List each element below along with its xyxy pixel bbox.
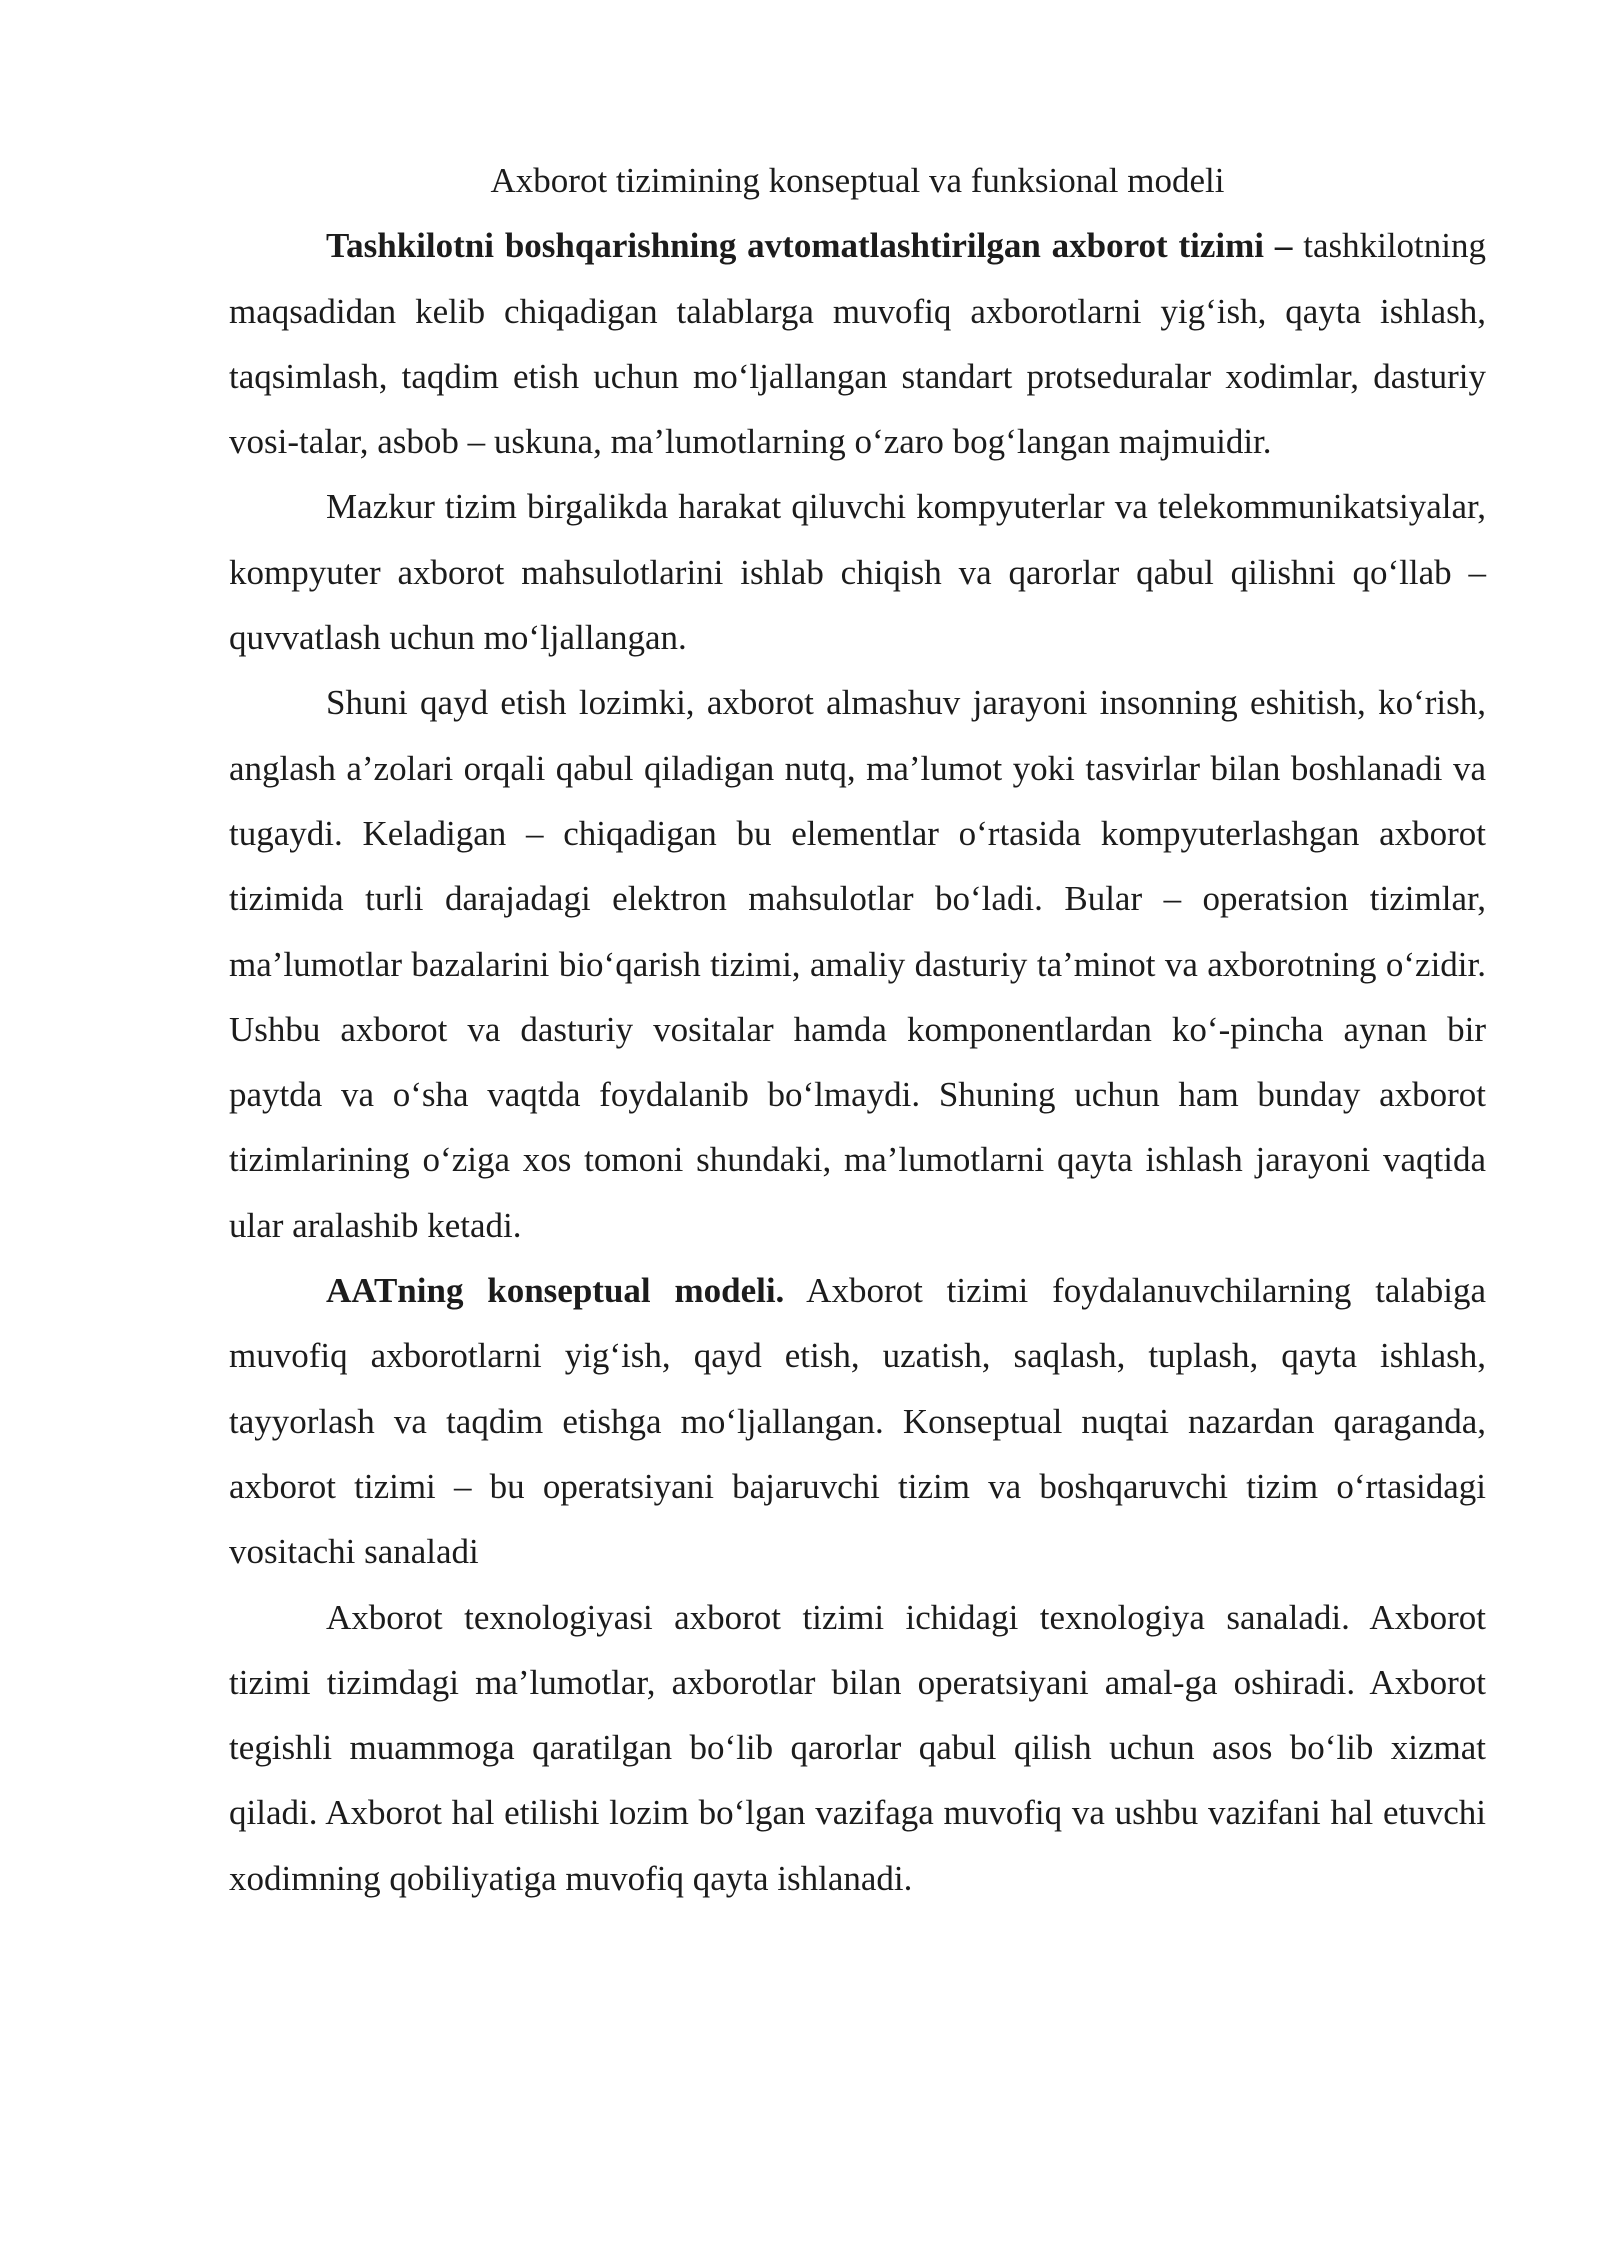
paragraph-text: Shuni qayd etish lozimki, axborot almashuv jarayoni insonning eshitish, ko‘rish, anglash a’zolari orqali qabul qiladigan nutq, ma’lumot yoki tasvirlar bilan boshlanadi va tugaydi. Keladigan – chiqadigan bu elementlar o‘rtasida kompyuterlashgan axborot tizimida turli darajadagi elektron mahsulotlar bo‘ladi. Bular – operatsion tizimlar, ma’lumotlar bazalarini bio‘qarish tizimi, amaliy dasturiy ta’minot va axborotning o‘zidir. Ushbu axborot va dasturiy vositalar hamda komponentlardan ko‘-pincha aynan bir paytda va o‘sha vaqtda foydalanib bo‘lmaydi. Shuning uchun ham bunday axborot tizimlarining o‘ziga xos tomoni shundaki, ma’lumotlarni qayta ishlash jarayoni vaqtida ular aralashib ketadi. <box>229 683 1486 1245</box>
paragraph-system <box>229 474 1486 670</box>
paragraph-text: Axborot tizimi foydalanuvchilarning talabiga muvofiq axborotlarni yig‘ish, qayd etish, uzatish, saqlash, tuplash, qayta ishlash, tayyorlash va taqdim etishga mo‘ljallangan. Konseptual nuqtai nazardan qaraganda, axborot tizimi – bu operatsiyani bajaruvchi tizim va boshqaruvchi tizim o‘rtasidagi vositachi sanaladi <box>229 1271 1486 1572</box>
document-body <box>229 148 1486 1911</box>
paragraph-information-technology <box>229 1585 1486 1911</box>
paragraph-exchange-process <box>229 670 1486 1258</box>
paragraph-lead: Tashkilotni boshqarishning avtomatlashtirilgan axborot tizimi – <box>326 226 1293 266</box>
paragraph-conceptual-model <box>229 1258 1486 1584</box>
document-title: Axborot tizimining konseptual va funksional modeli <box>490 161 1225 200</box>
paragraph-text: Axborot texnologiyasi axborot tizimi ichidagi texnologiya sanaladi. Axborot tizimi tizimdagi ma’lumotlar, axborotlar bilan operatsiyani amal-ga oshiradi. Axborot tegishli muammoga qaratilgan bo‘lib qarorlar qabul qilish uchun asos bo‘lib xizmat qiladi. Axborot hal etilishi lozim bo‘lgan vazifaga muvofiq va ushbu vazifani hal etuvchi xodimning qobiliyatiga muvofiq qayta ishlanadi. <box>229 1597 1486 1898</box>
paragraph-text: Mazkur tizim birgalikda harakat qiluvchi kompyuterlar va telekommunikatsiyalar, kompyuter axborot mahsulotlarini ishlab chiqish va qarorlar qabul qilishni qo‘llab – quvvatlash uchun mo‘ljallangan. <box>229 487 1486 658</box>
paragraph-text: tashkilotning maqsadidan kelib chiqadigan talablarga muvofiq axborotlarni yig‘ish, qayta ishlash, taqsimlash, taqdim etish uchun mo‘ljallangan standart protseduralar xodimlar, dasturiy vosi-talar, asbob – uskuna, ma’lumotlarning o‘zaro bog‘langan majmuidir. <box>229 226 1486 462</box>
paragraph-lead: AATning konseptual modeli. <box>326 1271 785 1311</box>
paragraph-definition <box>229 213 1486 474</box>
